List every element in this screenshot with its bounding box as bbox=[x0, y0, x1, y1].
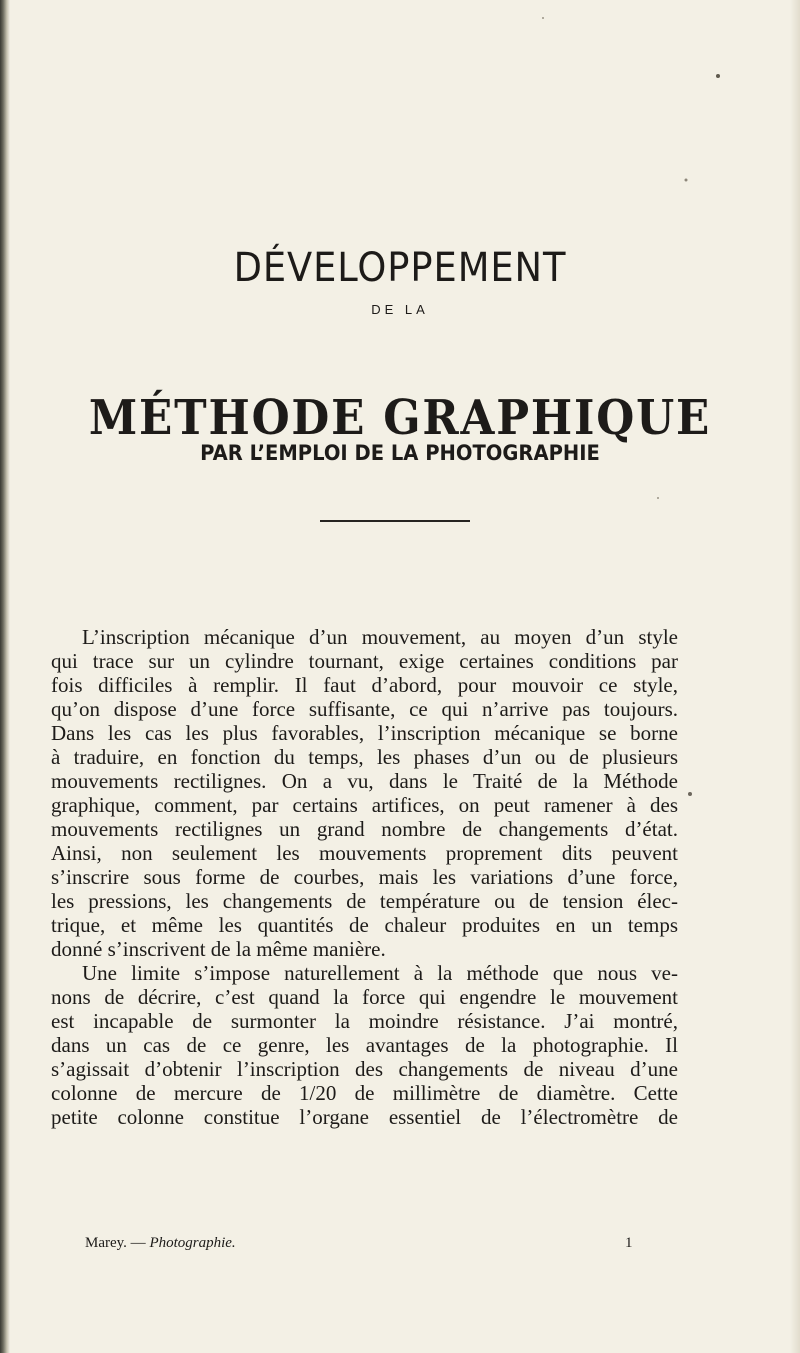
page-footer bbox=[85, 1233, 685, 1253]
body-line: Dans les cas les plus favorables, l’inscription mécanique se borne bbox=[51, 721, 678, 745]
subtitle: PAR L’EMPLOI DE LA PHOTOGRAPHIE bbox=[200, 441, 600, 465]
body-line: mouvements rectilignes. On a vu, dans le Traité de la Méthode bbox=[51, 769, 678, 793]
body-line: petite colonne constitue l’organe essentiel de l’électromètre de bbox=[51, 1105, 678, 1129]
body-line: mouvements rectilignes un grand nombre de changements d’état. bbox=[51, 817, 678, 841]
speck bbox=[542, 17, 544, 19]
body-line: donné s’inscrivent de la même manière. bbox=[51, 937, 386, 961]
body-line: trique, et même les quantités de chaleur produites en un temps bbox=[51, 913, 678, 937]
body-line: est incapable de surmonter la moindre résistance. J’ai montré, bbox=[51, 1009, 678, 1033]
footer-page-number: 1 bbox=[625, 1235, 633, 1251]
footer-author: Marey. — bbox=[85, 1235, 146, 1251]
speck bbox=[716, 74, 720, 78]
body-line: à traduire, en fonction du temps, les phases d’un ou de plusieurs bbox=[51, 745, 678, 769]
body-line: graphique, comment, par certains artifices, on peut ramener à des bbox=[51, 793, 678, 817]
body-line: L’inscription mécanique d’un mouvement, au moyen d’un style bbox=[82, 625, 678, 649]
main-title: DÉVELOPPEMENT bbox=[233, 244, 567, 291]
body-line: fois difficiles à remplir. Il faut d’abord, pour mouvoir ce style, bbox=[51, 673, 678, 697]
speck bbox=[657, 497, 659, 499]
footer-work-title: Photographie. bbox=[149, 1235, 236, 1251]
body-line: Une limite s’impose naturellement à la méthode que nous ve- bbox=[82, 961, 678, 985]
body-line: qui trace sur un cylindre tournant, exige certaines conditions par bbox=[51, 649, 678, 673]
body-line: s’agissait d’obtenir l’inscription des changements de niveau d’une bbox=[51, 1057, 678, 1081]
title-connector: DE LA bbox=[371, 302, 429, 317]
speck bbox=[685, 179, 688, 182]
body-paragraphs bbox=[0, 625, 800, 1335]
body-line: dans un cas de ce genre, les avantages de la photographie. Il bbox=[51, 1033, 678, 1057]
footer-signature bbox=[85, 1233, 236, 1253]
body-line: Ainsi, non seulement les mouvements proprement dits peuvent bbox=[51, 841, 678, 865]
body-line: nons de décrire, c’est quand la force qui engendre le mouvement bbox=[51, 985, 678, 1009]
title-divider bbox=[320, 520, 470, 522]
body-line: les pressions, les changements de température ou de tension élec- bbox=[51, 889, 678, 913]
body-line: qu’on dispose d’une force suffisante, ce qui n’arrive pas toujours. bbox=[51, 697, 678, 721]
method-title: MÉTHODE GRAPHIQUE bbox=[88, 389, 712, 446]
body-line: s’inscrire sous forme de courbes, mais les variations d’une force, bbox=[51, 865, 678, 889]
body-line: colonne de mercure de 1/20 de millimètre de diamètre. Cette bbox=[51, 1081, 678, 1105]
